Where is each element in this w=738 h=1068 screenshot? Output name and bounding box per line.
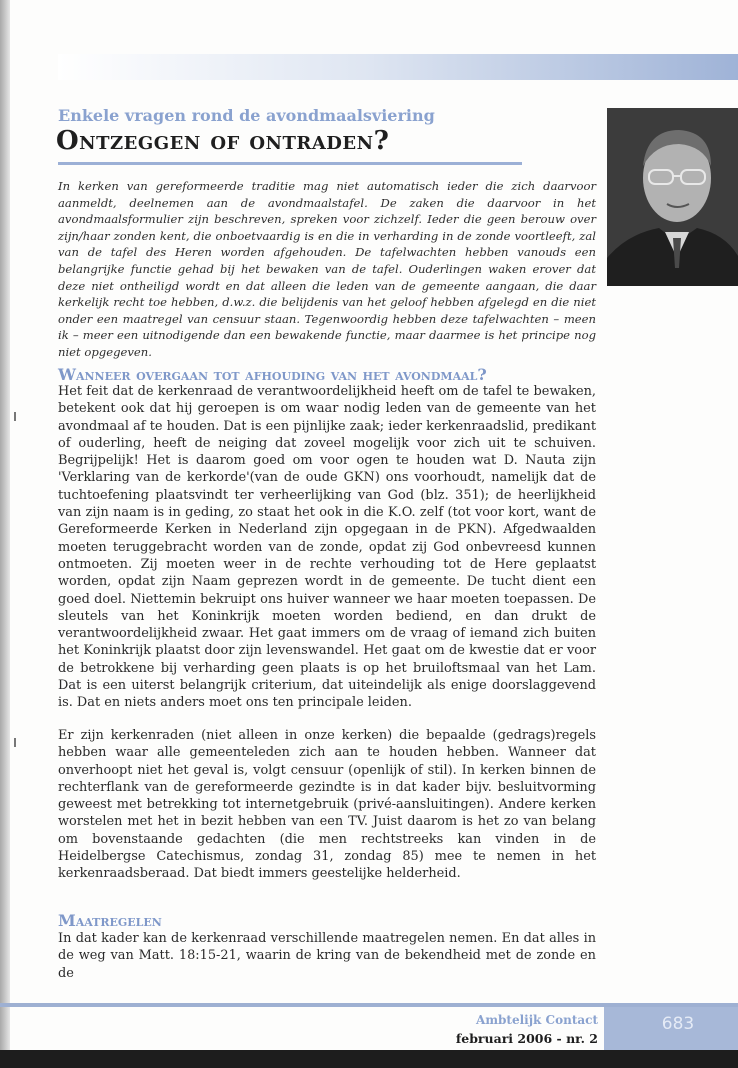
edge-mark bbox=[14, 412, 16, 421]
page-number: 683 bbox=[661, 1014, 695, 1034]
header-color-band bbox=[58, 54, 738, 80]
body-paragraph: In dat kader kan de kerkenraad verschillende maatregelen nemen. En dat alles in de weg van Matt. 18:15-21, waarin de kring van de bekendheid met de zonde en de bbox=[58, 931, 596, 981]
author-photo bbox=[607, 108, 738, 286]
article-intro: In kerken van gereformeerde traditie mag niet automatisch ieder die zich daarvoor aanmeldt, deelnemen aan de avondmaalstafel. De zaken die daarvoor in het avondmaalsformulier zijn beschreven, spreken voor zichzelf. Ieder die geen berouw over zijn/haar zonden kent, die onboetvaardig is en die in verharding in de zonde voortleeft, zal van de tafel des Heren worden afgehouden. De tafelwachten hebben vanouds een belangrijke functie gehad bij het bewaken van de tafel. Ouderlingen waken erover dat deze niet ontheiligd wordt en dat alleen die leden van de gemeente aangaan, die daar kerkelijk recht toe hebben, d.w.z. die belijdenis van het geloof hebben afgelegd en die niet onder een maatregel van censuur staan. Tegenwoordig hebben deze tafelwachten – meen ik – meer een uitnodigende dan een bewakende functie, maar daarmee is het principe nog niet opgegeven. bbox=[58, 179, 596, 359]
issue-date: februari 2006 - nr. 2 bbox=[455, 1031, 598, 1046]
section-heading: Maatregelen bbox=[58, 911, 162, 930]
title-underline bbox=[58, 162, 522, 165]
article-title: Ontzeggen of ontraden? bbox=[56, 126, 390, 156]
body-paragraph: Het feit dat de kerkenraad de verantwoordelijkheid heeft om de tafel te bewaken, betekent ook dat hij geroepen is om waar nodig leden van de gemeente van het avondmaal af te houden. Dat is een pijnlijke zaak; ieder kerkenraadslid, predikant of ouderling, heeft de neiging dat zoveel mogelijk voor zich uit te schuiven. Begrijpelijk! Het is daarom goed om voor ogen te houden wat D. Nauta zijn 'Verklaring van de kerkorde'(van de oude GKN) ons voorhoudt, namelijk dat de tuchtoefening plaatsvindt ter verheerlijking van God (blz. 351); de heerlijkheid van zijn naam is in geding, zo staat het ook in die K.O. zelf (tot voor kort, want de Gereformeerde Kerken in Nederland zijn opgegaan in de PKN). Afgedwaalden moeten teruggebracht worden van de zonde, opdat zij God onbevreesd kunnen ontmoeten. Zij moeten weer in de rechte verhouding tot de Here geplaatst worden, opdat zijn Naam geprezen wordt in de gemeente. De tucht dient een goed doel. Niettemin bekruipt ons huiver wanneer we haar moeten toepassen. De sleutels van het Koninkrijk moeten worden bediend, en dan drukt de verantwoordelijkheid zwaar. Het gaat immers om de vraag of iemand zich buiten het Koninkrijk plaatst door zijn levenswandel. Het gaat om de kwestie dat er voor de betrokkene bij verharding geen plaats is op het bruiloftsmaal van het Lam. Dat is een uiterst belangrijk criterium, dat uiteindelijk als enige doorslaggevend is. Dat en niets anders moet ons ten principale leiden. bbox=[58, 384, 596, 711]
body-paragraph: Er zijn kerkenraden (niet alleen in onze kerken) die bepaalde (gedrags)regels hebben waar alle gemeenteleden zich aan te houden hebben. Wanneer dat onverhoopt niet het geval is, volgt censuur (openlijk of stil). In kerken binnen de rechterflank van de gereformeerde gezindte is in dat kader bijv. besluitvorming geweest met betrekking tot internetgebruik (privé-aansluitingen). Andere kerken worstelen met het in bezit hebben van een TV. Juist daarom is het zo van belang om bovenstaande gedachten (die men rechtstreeks kan vinden in de Heidelbergse Catechismus, zondag 31, zondag 85) mee te nemen in het kerkenraadsberaad. Dat biedt immers geestelijke helderheid. bbox=[58, 728, 596, 882]
binding-edge bbox=[0, 0, 10, 1050]
section-heading: Wanneer overgaan tot afhouding van het avondmaal? bbox=[58, 365, 487, 384]
scan-bottom-edge bbox=[0, 1050, 738, 1068]
article-kicker: Enkele vragen rond de avondmaalsviering bbox=[58, 106, 435, 125]
publication-name: Ambtelijk Contact bbox=[476, 1013, 598, 1027]
edge-mark bbox=[14, 738, 16, 747]
